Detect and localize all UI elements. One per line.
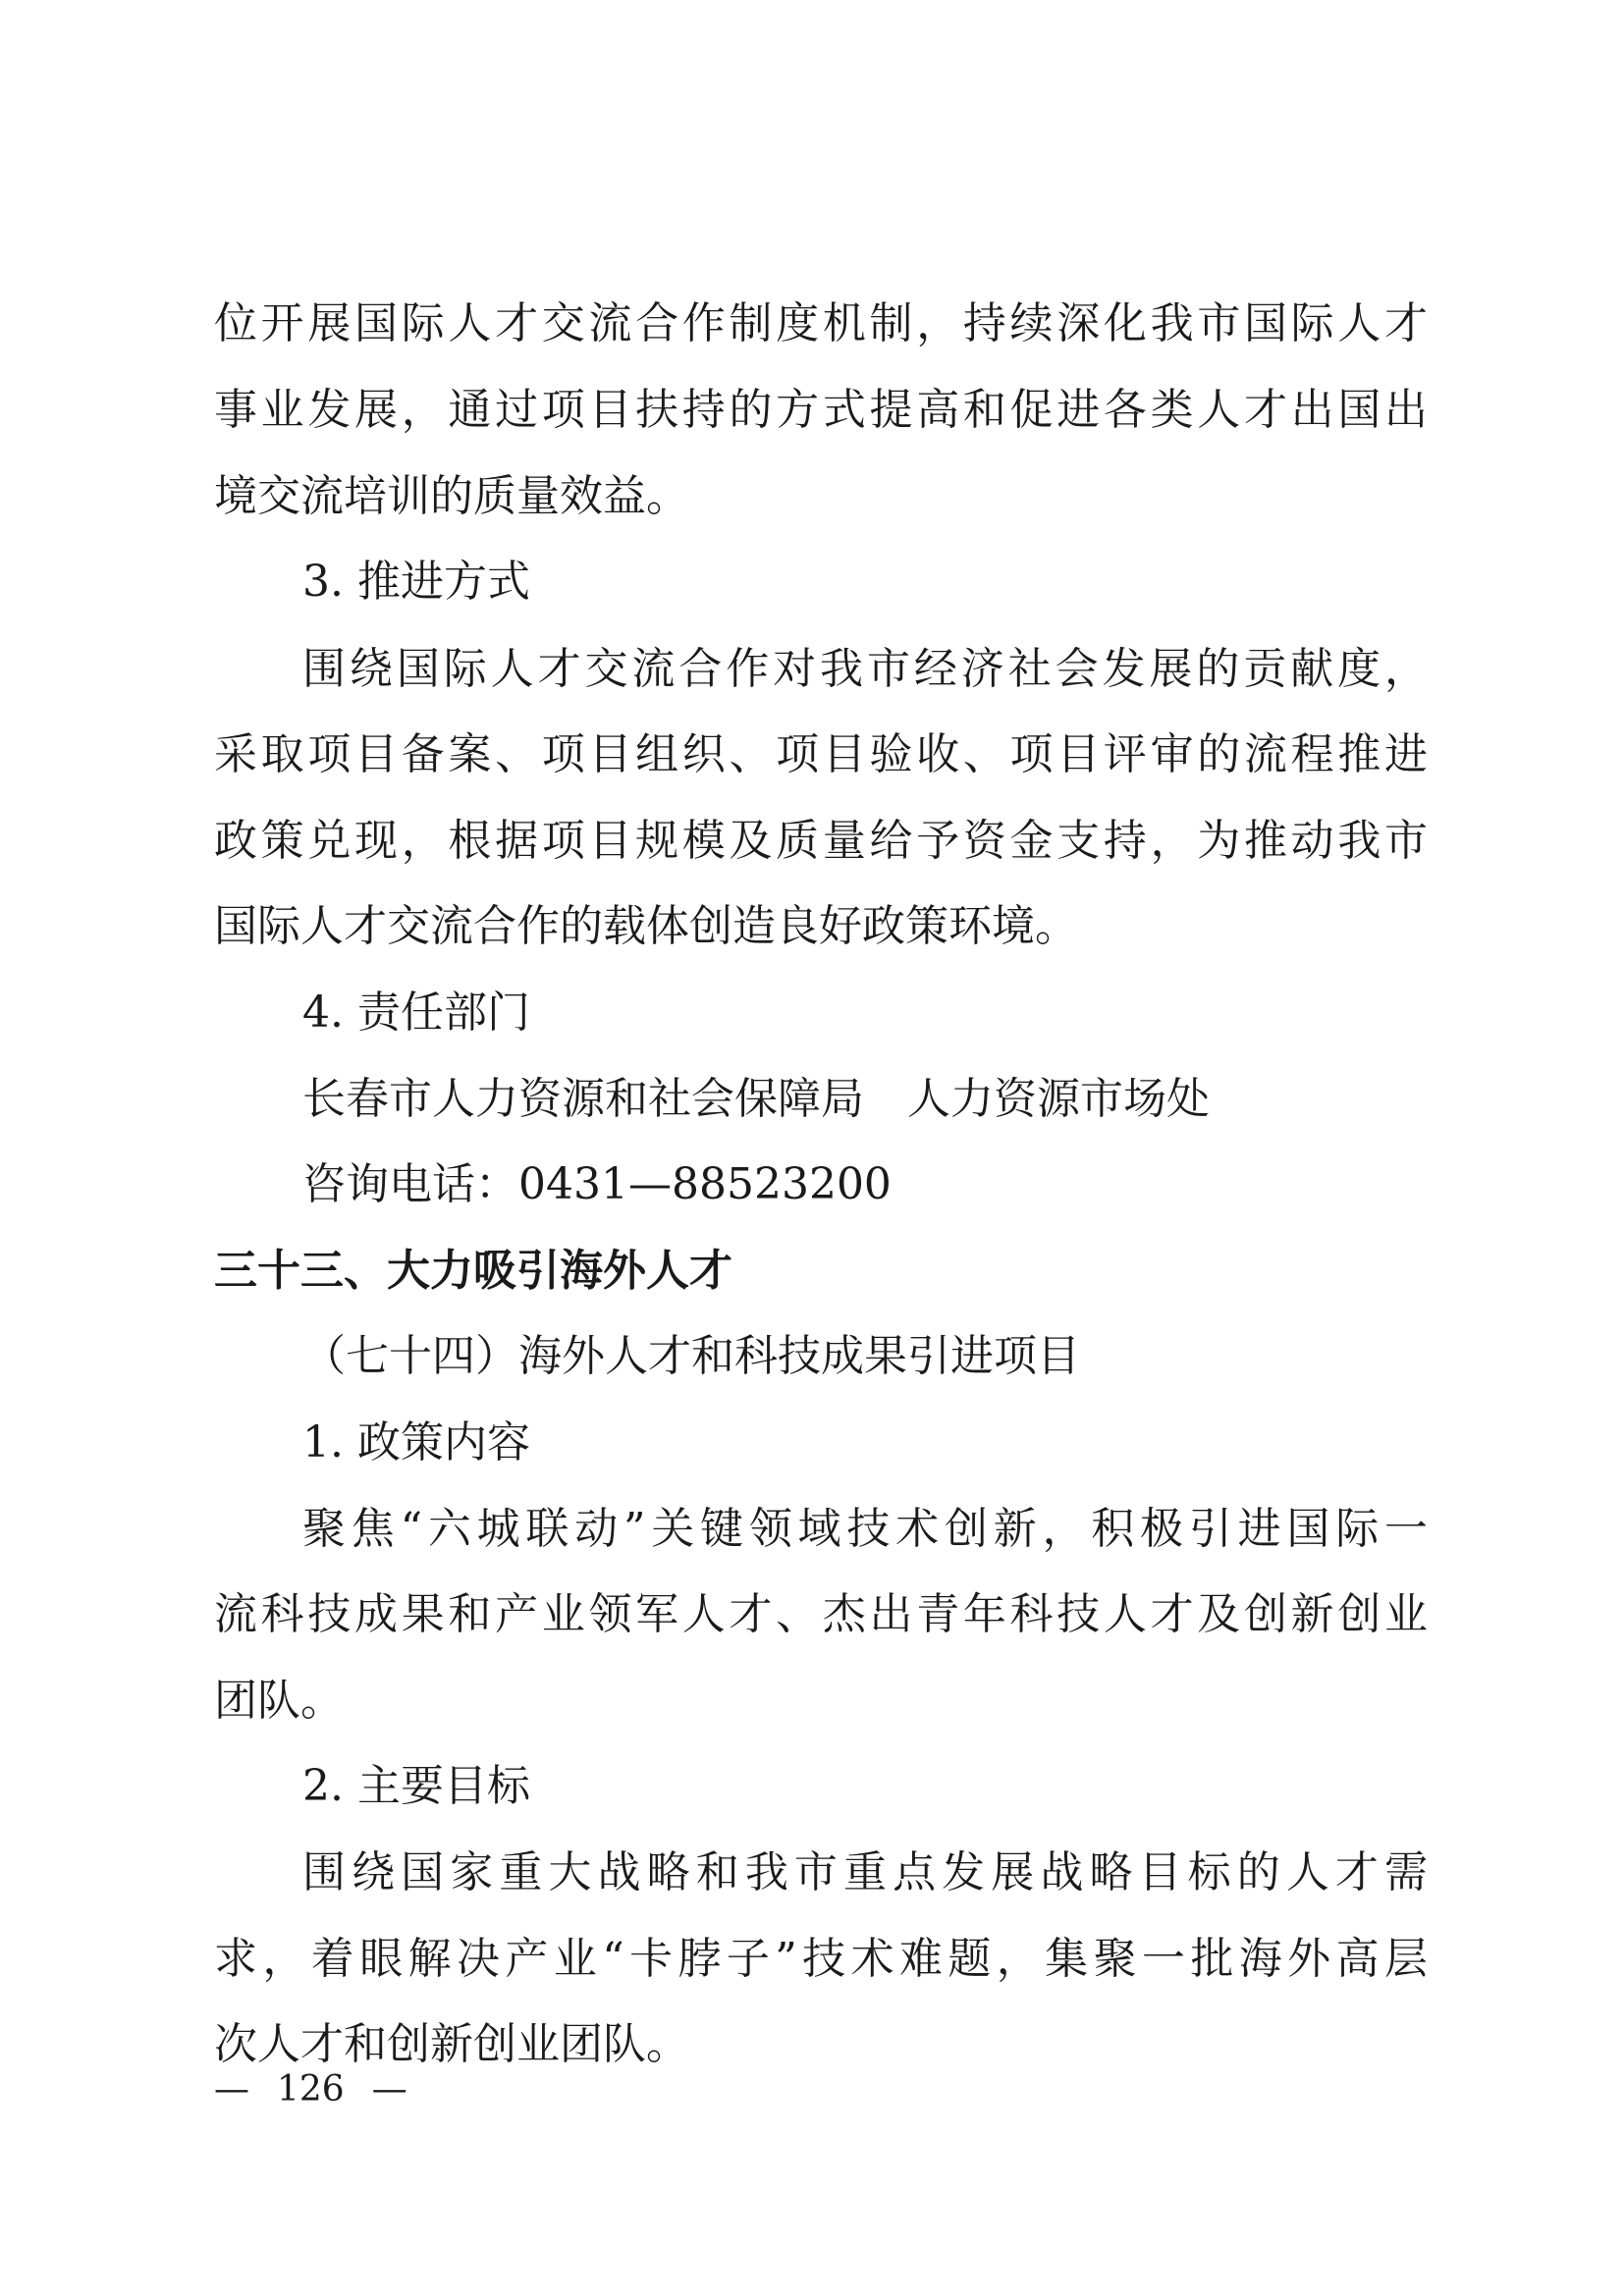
section-heading: 3. 推进方式 xyxy=(302,557,530,607)
department-name: 长春市人力资源和社会保障局 人力资源市场处 xyxy=(302,1074,1210,1124)
body-text-line: 流科技成果和产业领军人才、杰出青年科技人才及创新创业 xyxy=(214,1589,1428,1639)
footer-dash-left: — xyxy=(214,2069,249,2109)
body-text-line: 位开展国际人才交流合作制度机制，持续深化我市国际人才 xyxy=(214,298,1428,348)
body-text-line: 聚焦“六城联动”关键领域技术创新，积极引进国际一 xyxy=(302,1504,1428,1554)
body-text-line: 采取项目备案、项目组织、项目验收、项目评审的流程推进 xyxy=(214,729,1428,779)
body-text-line: 事业发展，通过项目扶持的方式提高和促进各类人才出国出 xyxy=(214,385,1428,435)
body-text-line: 团队。 xyxy=(214,1676,344,1726)
section-heading: 4. 责任部门 xyxy=(302,988,530,1038)
body-text-line: 围绕国家重大战略和我市重点发展战略目标的人才需 xyxy=(302,1847,1428,1897)
item-heading: （七十四）海外人才和科技成果引进项目 xyxy=(302,1331,1080,1381)
body-text-line: 政策兑现，根据项目规模及质量给予资金支持，为推动我市 xyxy=(214,816,1428,866)
contact-phone: 咨询电话：0431—88523200 xyxy=(302,1159,892,1209)
chapter-heading: 三十三、大力吸引海外人才 xyxy=(214,1246,732,1296)
body-text-line: 求，着眼解决产业“卡脖子”技术难题，集聚一批海外高层 xyxy=(214,1934,1428,1984)
body-text-line: 境交流培训的质量效益。 xyxy=(214,471,689,521)
page-number: 126 xyxy=(277,2069,345,2109)
body-text-line: 围绕国际人才交流合作对我市经济社会发展的贡献度， xyxy=(302,644,1428,694)
section-heading: 1. 政策内容 xyxy=(302,1417,530,1468)
body-text-line: 国际人才交流合作的载体创造良好政策环境。 xyxy=(214,901,1078,951)
page-footer xyxy=(214,2068,407,2111)
section-heading: 2. 主要目标 xyxy=(302,1761,530,1811)
body-text-line: 次人才和创新创业团队。 xyxy=(214,2019,689,2069)
footer-dash-right: — xyxy=(371,2069,407,2109)
